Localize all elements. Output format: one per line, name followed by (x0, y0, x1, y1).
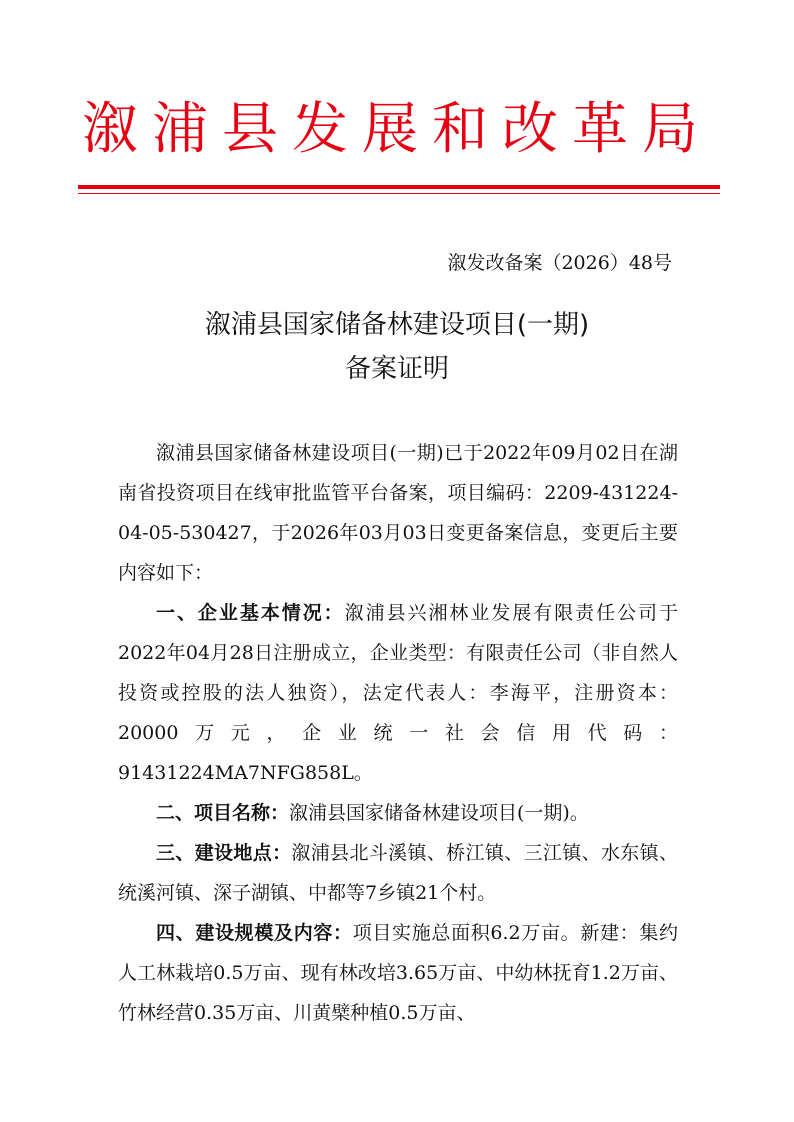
section-paragraph-1 (118, 593, 678, 793)
section-text: 溆浦县北斗溪镇、桥江镇、三江镇、水东镇、统溪河镇、深子湖镇、中都等7乡镇21个村。 (118, 842, 678, 904)
section-paragraph-4 (118, 913, 678, 1033)
section-heading: 三、建设地点： (156, 842, 292, 864)
section-text: 项目实施总面积6.2万亩。新建：集约人工林栽培0.5万亩、现有林改培3.65万亩、中幼林抚育1.2万亩、竹林经营0.35万亩、川黄檗种植0.5万亩、 (118, 922, 678, 1024)
section-heading: 四、建设规模及内容： (156, 922, 353, 944)
section-heading: 一、企业基本情况： (156, 602, 345, 624)
section-paragraph-3 (118, 833, 678, 913)
document-title: 溆浦县国家储备林建设项目(一期) (204, 310, 590, 340)
document-body (118, 433, 678, 1033)
section-text: 溆浦县国家储备林建设项目(一期)。 (289, 802, 589, 824)
letterhead-rule-thin (78, 193, 720, 194)
document-subtitle: 备案证明 (344, 354, 449, 384)
document-number: 溆发改备案（2026）48号 (447, 252, 672, 274)
section-heading: 二、项目名称： (156, 802, 290, 824)
letterhead-rule-thick (78, 185, 720, 189)
letterhead-title: 溆浦县发展和改革局 (82, 97, 712, 162)
section-paragraph-2 (118, 793, 678, 833)
intro-paragraph: 溆浦县国家储备林建设项目(一期)已于2022年09月02日在湖南省投资项目在线审批监管平台备案，项目编码：2209-431224-04-05-530427，于2026年03月03日变更备案信息，变更后主要内容如下： (118, 442, 678, 584)
section-text: 溆浦县兴湘林业发展有限责任公司于2022年04月28日注册成立，企业类型：有限责任公司（非自然人投资或控股的法人独资），法定代表人：李海平，注册资本：20000万元，企业统一社会信用代码：91431224MA7NFG858L。 (118, 602, 678, 784)
